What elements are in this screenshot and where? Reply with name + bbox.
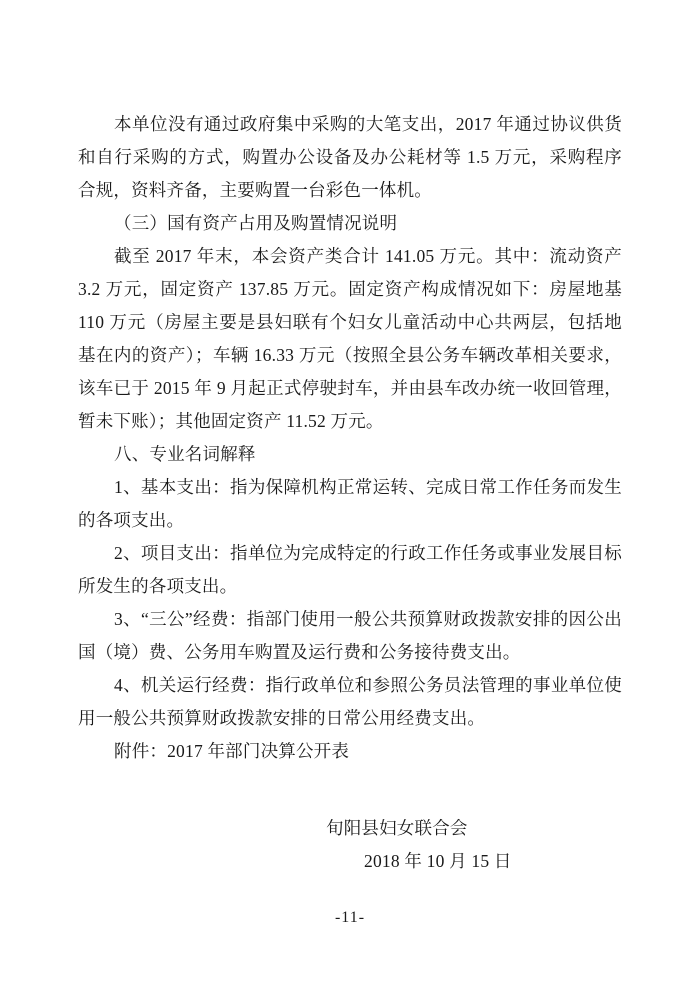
- paragraph-term-project-expenditure: 2、项目支出：指单位为完成特定的行政工作任务或事业发展目标所发生的各项支出。: [78, 543, 622, 596]
- section-heading-terms: 八、专业名词解释: [114, 444, 256, 464]
- section-heading-state-assets: （三）国有资产占用及购置情况说明: [114, 213, 398, 233]
- signature-organization: 旬阳县妇女联合会: [326, 818, 468, 838]
- paragraph-state-assets: 截至 2017 年末，本会资产类合计 141.05 万元。其中：流动资产 3.2 万元，固定资产 137.85 万元。固定资产构成情况如下：房屋地基 110 万元（房屋主要是县妇联有个妇女儿童活动中心共两层，包括地基在内的资产）；车辆 16.33 万元（按照全县公务车辆改革相关要求，该车已于 2015 年 9 月起正式停驶封车，并由县车改办统一收回管理，暂未下账）；其他固定资产 11.52 万元。: [78, 246, 622, 431]
- paragraph-term-three-public-funds: 3、“三公”经费：指部门使用一般公共预算财政拨款安排的因公出国（境）费、公务用车购置及运行费和公务接待费支出。: [78, 609, 622, 662]
- signature-block: [78, 812, 622, 878]
- paragraph-term-basic-expenditure: 1、基本支出：指为保障机构正常运转、完成日常工作任务而发生的各项支出。: [78, 477, 622, 530]
- paragraph-term-operating-funds: 4、机关运行经费：指行政单位和参照公务员法管理的事业单位使用一般公共预算财政拨款安排的日常公用经费支出。: [78, 675, 622, 728]
- signature-date: 2018 年 10 月 15 日: [364, 851, 512, 871]
- paragraph-attachment: 附件：2017 年部门决算公开表: [114, 741, 350, 761]
- paragraph-procurement: 本单位没有通过政府集中采购的大笔支出，2017 年通过协议供货和自行采购的方式，购置办公设备及办公耗材等 1.5 万元，采购程序合规，资料齐备，主要购置一台彩色一体机。: [78, 114, 622, 200]
- page-number: -11-: [334, 909, 366, 926]
